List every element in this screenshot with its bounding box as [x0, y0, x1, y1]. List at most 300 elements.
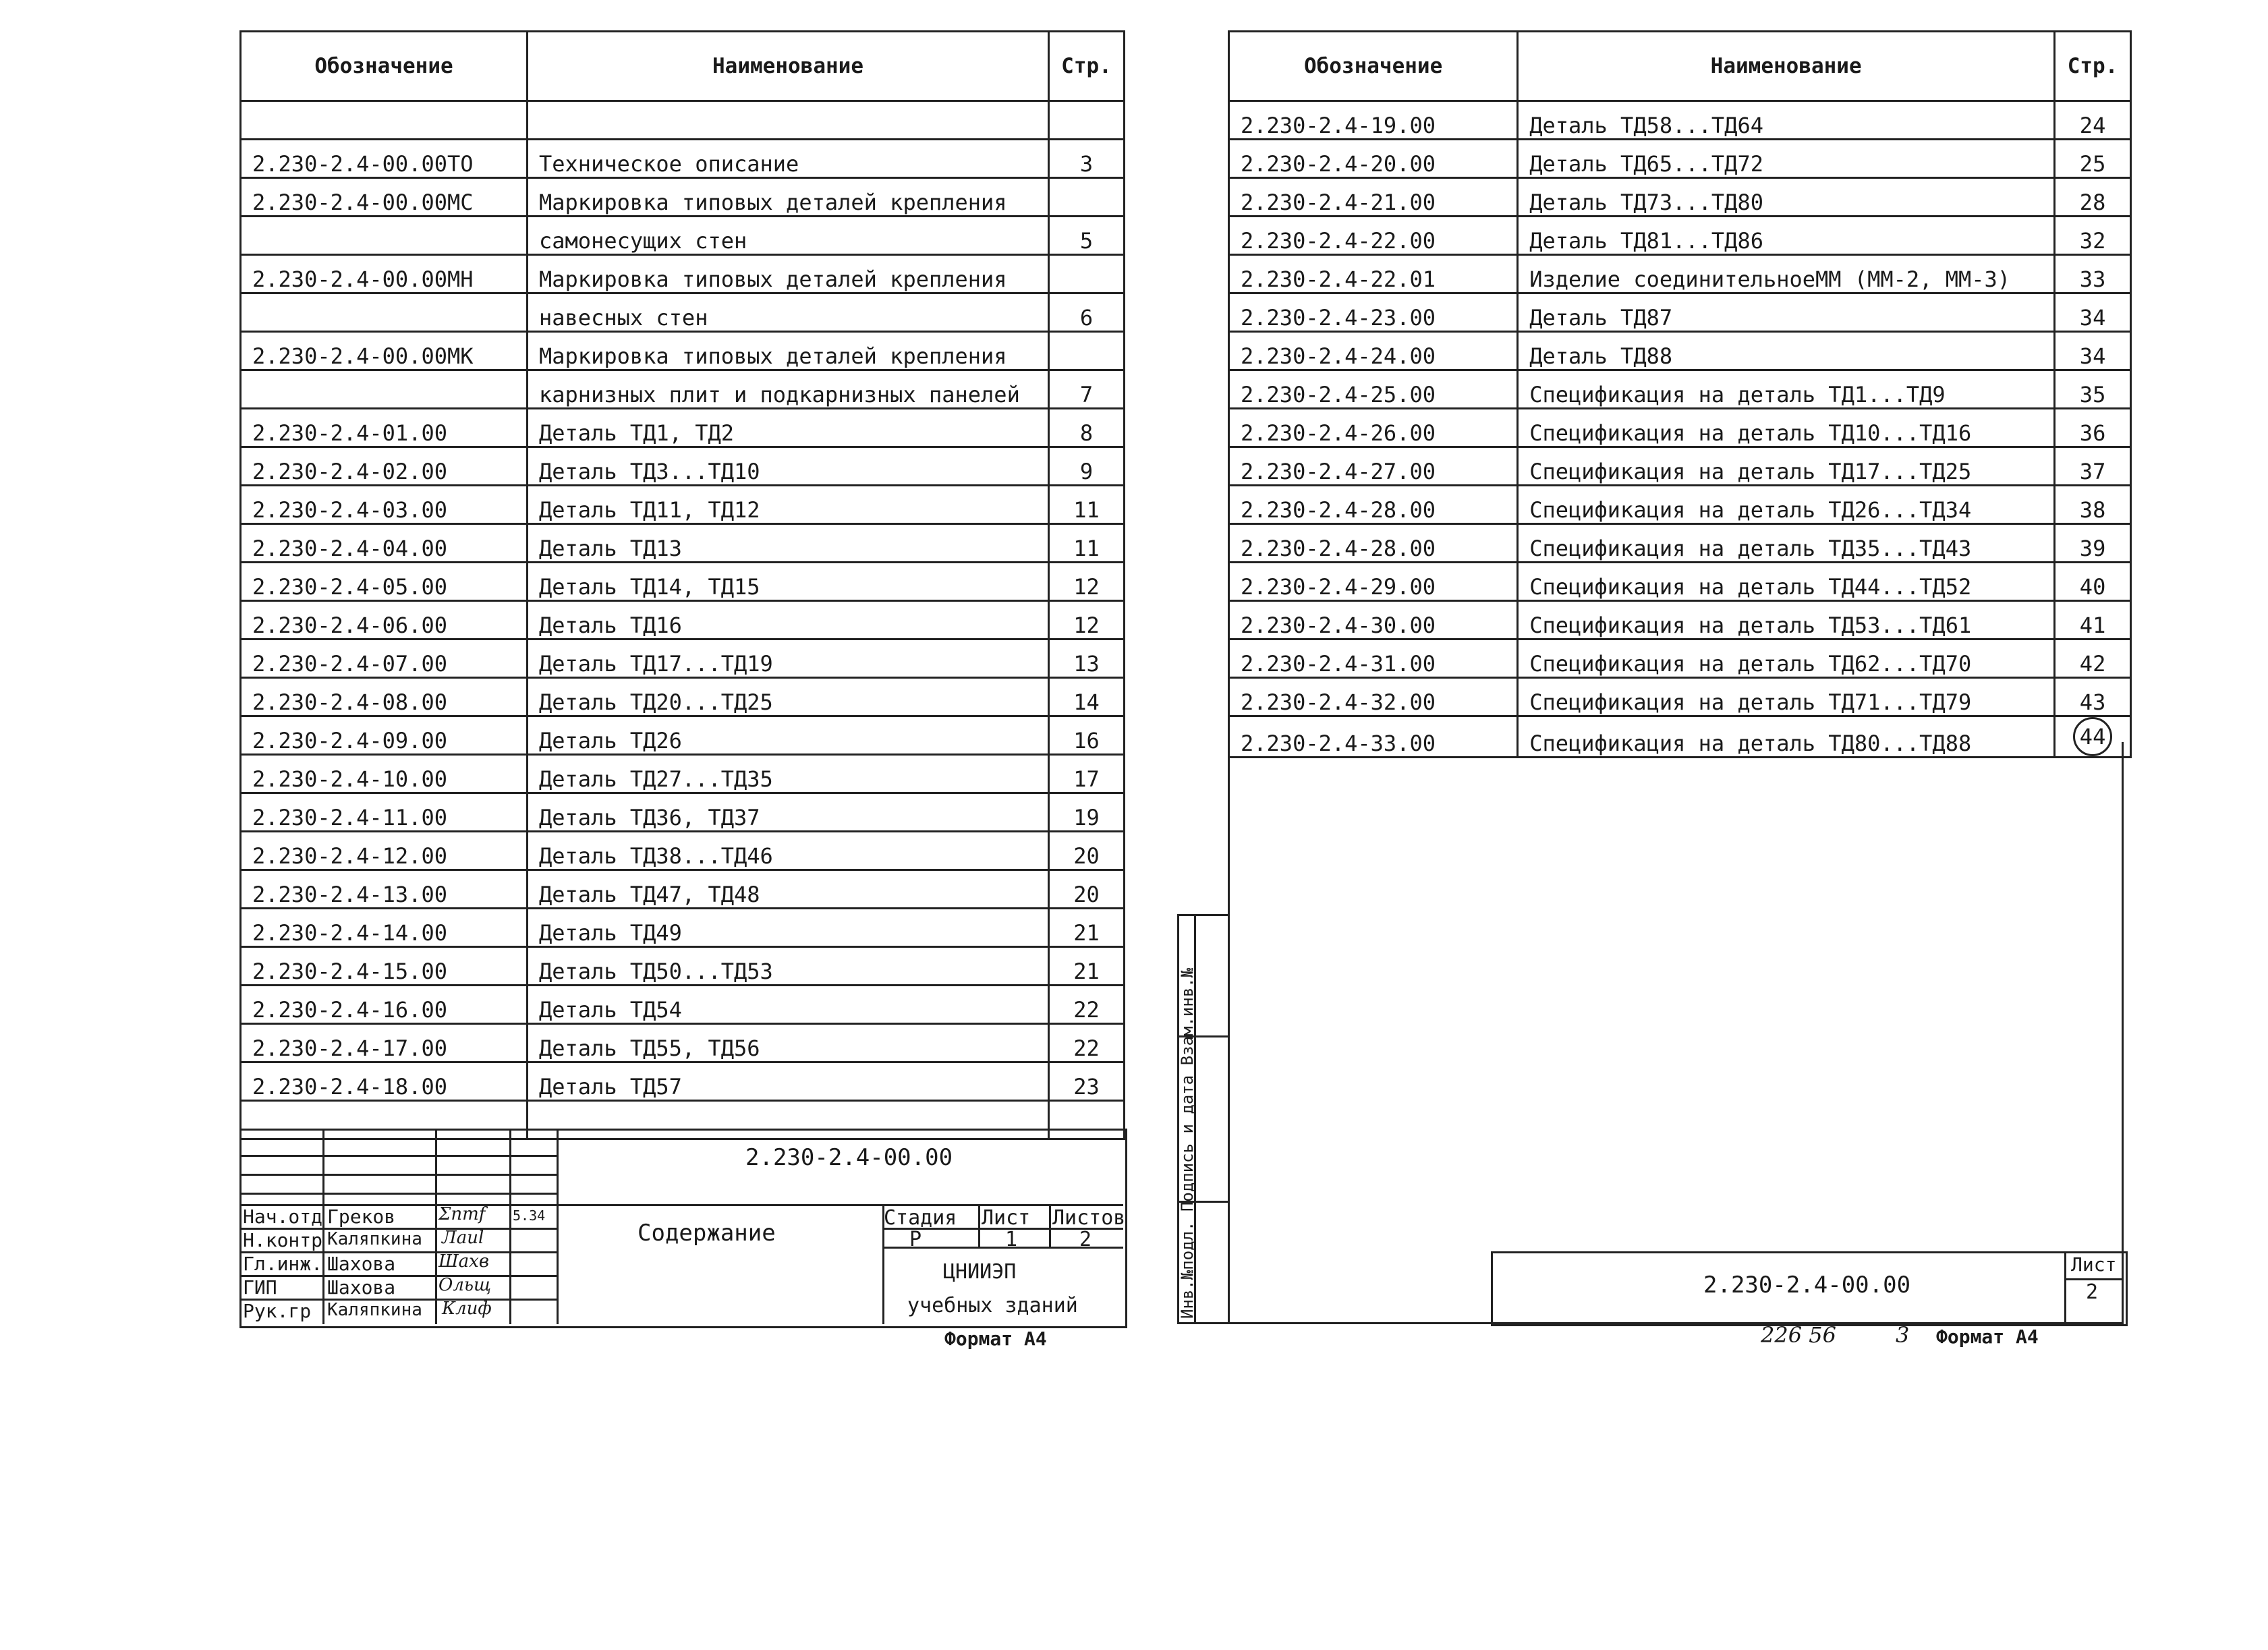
cell-text: Деталь ТД1, ТД2	[539, 420, 734, 446]
table-row	[241, 909, 1125, 947]
table-row	[241, 755, 1125, 793]
page-number: 42	[2079, 651, 2106, 677]
cell-text: 2.230-2.4-30.00	[1241, 613, 1436, 638]
cell-code	[241, 101, 528, 140]
page-number: 20	[1073, 843, 1100, 869]
people-role-3: Гл.инж.	[243, 1253, 323, 1275]
page-number: 17	[1073, 766, 1100, 792]
cell-name	[1518, 101, 2055, 140]
cell-code	[241, 255, 528, 293]
cell-name	[528, 986, 1049, 1024]
table-row	[241, 986, 1125, 1024]
cell-text: 2.230-2.4-01.00	[252, 420, 447, 446]
table-row	[1229, 639, 2131, 678]
left-doc-code: 2.230-2.4-00.00	[745, 1144, 953, 1171]
header-name: Наименование	[528, 32, 1049, 101]
cell-name	[528, 293, 1049, 332]
cell-text: Спецификация на деталь ТД62...ТД70	[1529, 651, 1972, 677]
cell-name	[528, 601, 1049, 639]
cell-code	[1229, 601, 1518, 639]
cell-page	[1049, 793, 1125, 832]
cell-code	[241, 447, 528, 486]
side-stamp: Инв.№подл. Подпись и дата Взам.инв.№	[1178, 967, 1197, 1319]
header-code: Обозначение	[241, 32, 528, 101]
table-row	[241, 217, 1125, 255]
table-row	[241, 947, 1125, 986]
page-number: 43	[2079, 689, 2106, 715]
cell-page	[1049, 255, 1125, 293]
cell-text: Деталь ТД65...ТД72	[1529, 151, 1763, 177]
cell-text: Деталь ТД47, ТД48	[539, 882, 760, 907]
stage-value: Р	[909, 1228, 922, 1251]
cell-text: Деталь ТД88	[1529, 343, 1673, 369]
cell-text: Спецификация на деталь ТД53...ТД61	[1529, 613, 1972, 638]
cell-text: самонесущих стен	[539, 228, 747, 254]
table-row	[241, 563, 1125, 601]
cell-code	[241, 716, 528, 755]
cell-code	[241, 293, 528, 332]
cell-text: Деталь ТД27...ТД35	[539, 766, 773, 792]
page-number: 40	[2079, 574, 2106, 600]
table-row	[1229, 255, 2131, 293]
cell-name	[528, 832, 1049, 870]
cell-name	[528, 639, 1049, 678]
table-row	[241, 140, 1125, 178]
cell-code	[1229, 447, 1518, 486]
cell-code	[241, 947, 528, 986]
cell-name	[528, 678, 1049, 716]
cell-code	[241, 601, 528, 639]
cell-name	[528, 524, 1049, 563]
cell-code	[241, 370, 528, 409]
cell-code	[241, 178, 528, 217]
page-number: 22	[1073, 1035, 1100, 1061]
page-number: 44	[2073, 717, 2112, 756]
people-name-3: Шахова	[327, 1253, 396, 1275]
cell-text: 2.230-2.4-03.00	[252, 497, 447, 523]
people-role-4: ГИП	[243, 1276, 277, 1299]
people-role-2: Н.контр	[243, 1229, 323, 1251]
cell-name	[528, 447, 1049, 486]
cell-name	[528, 370, 1049, 409]
table-row	[1229, 678, 2131, 716]
cell-code	[1229, 178, 1518, 217]
right-contents-table	[1228, 30, 2132, 758]
cell-page	[1049, 447, 1125, 486]
cell-text: 2.230-2.4-20.00	[1241, 151, 1436, 177]
cell-code	[1229, 101, 1518, 140]
cell-text: 2.230-2.4-21.00	[1241, 190, 1436, 215]
table-row	[241, 601, 1125, 639]
table-row	[241, 793, 1125, 832]
cell-name	[1518, 140, 2055, 178]
cell-text: 2.230-2.4-14.00	[252, 920, 447, 946]
cell-page	[2055, 447, 2131, 486]
cell-text: Деталь ТД26	[539, 728, 682, 753]
table-row	[1229, 370, 2131, 409]
cell-page	[2055, 217, 2131, 255]
sheets-label: Листов	[1052, 1206, 1126, 1230]
cell-page	[1049, 870, 1125, 909]
cell-name	[528, 332, 1049, 370]
table-row	[241, 293, 1125, 332]
cell-page	[1049, 716, 1125, 755]
cell-text: 2.230-2.4-29.00	[1241, 574, 1436, 600]
cell-page	[1049, 332, 1125, 370]
cell-name	[1518, 409, 2055, 447]
cell-text: Деталь ТД17...ТД19	[539, 651, 773, 677]
people-name-2: Каляпкина	[327, 1229, 422, 1249]
page-number: 37	[2079, 459, 2106, 484]
cell-name	[1518, 293, 2055, 332]
cell-page	[1049, 1024, 1125, 1062]
cell-name	[528, 101, 1049, 140]
header-page: Стр.	[1049, 32, 1125, 101]
table-row	[241, 255, 1125, 293]
cell-page	[2055, 140, 2131, 178]
cell-page	[1049, 563, 1125, 601]
cell-code	[1229, 639, 1518, 678]
cell-page	[1049, 986, 1125, 1024]
cell-text: Деталь ТД73...ТД80	[1529, 190, 1763, 215]
cell-code	[1229, 486, 1518, 524]
page-number: 35	[2079, 382, 2106, 407]
cell-text: Деталь ТД50...ТД53	[539, 959, 773, 984]
page-number: 16	[1073, 728, 1100, 753]
cell-code	[1229, 716, 1518, 758]
table-row	[241, 716, 1125, 755]
table-row	[241, 486, 1125, 524]
page-number: 19	[1073, 805, 1100, 830]
cell-name	[528, 755, 1049, 793]
cell-text: 2.230-2.4-06.00	[252, 613, 447, 638]
cell-text: Деталь ТД13	[539, 536, 682, 561]
cell-text: 2.230-2.4-28.00	[1241, 536, 1436, 561]
page-number: 28	[2079, 190, 2106, 215]
page-number: 5	[1079, 228, 1094, 254]
cell-text: Маркировка типовых деталей крепления	[539, 343, 1007, 369]
cell-text: 2.230-2.4-05.00	[252, 574, 447, 600]
cell-name	[528, 716, 1049, 755]
table-row	[241, 101, 1125, 140]
cell-page	[1049, 140, 1125, 178]
table-row	[241, 832, 1125, 870]
signature-1: Ʃnmf	[438, 1204, 486, 1224]
cell-text: 2.230-2.4-16.00	[252, 997, 447, 1023]
cell-code	[1229, 217, 1518, 255]
page-number: 41	[2079, 613, 2106, 638]
page-number: 8	[1079, 420, 1094, 446]
cell-code	[241, 140, 528, 178]
page-number: 23	[1073, 1074, 1100, 1100]
right-sheet-label: Лист	[2071, 1253, 2117, 1276]
page-number: 6	[1079, 305, 1094, 331]
cell-text: Спецификация на деталь ТД26...ТД34	[1529, 497, 1972, 523]
table-row	[1229, 217, 2131, 255]
cell-code	[1229, 524, 1518, 563]
people-name-5: Каляпкина	[327, 1300, 422, 1320]
table-row	[1229, 524, 2131, 563]
right-doc-code: 2.230-2.4-00.00	[1703, 1272, 1911, 1299]
cell-text: Спецификация на деталь ТД17...ТД25	[1529, 459, 1972, 484]
cell-name	[528, 1024, 1049, 1062]
cell-text: Деталь ТД38...ТД46	[539, 843, 773, 869]
cell-text: Маркировка типовых деталей крепления	[539, 266, 1007, 292]
table-row	[1229, 178, 2131, 217]
cell-code	[241, 755, 528, 793]
page-number: 25	[2079, 151, 2106, 177]
sheets-value: 2	[1079, 1228, 1092, 1251]
table-row	[241, 370, 1125, 409]
cell-code	[241, 909, 528, 947]
cell-name	[1518, 601, 2055, 639]
table-row	[241, 447, 1125, 486]
table-row	[1229, 140, 2131, 178]
table-row	[241, 639, 1125, 678]
cell-page	[1049, 832, 1125, 870]
cell-text: 2.230-2.4-31.00	[1241, 651, 1436, 677]
date-mark: 5.34	[513, 1207, 546, 1224]
cell-page	[2055, 716, 2131, 758]
table-row	[1229, 293, 2131, 332]
page-number: 13	[1073, 651, 1100, 677]
page-number: 39	[2079, 536, 2106, 561]
cell-text: Деталь ТД36, ТД37	[539, 805, 760, 830]
cell-name	[1518, 716, 2055, 758]
header-page: Стр.	[2055, 32, 2131, 101]
cell-page	[2055, 486, 2131, 524]
cell-code	[241, 870, 528, 909]
cell-text: Деталь ТД16	[539, 613, 682, 638]
cell-text: Деталь ТД55, ТД56	[539, 1035, 760, 1061]
cell-name	[528, 793, 1049, 832]
signature-4: Ольщ	[438, 1275, 492, 1295]
cell-page	[1049, 101, 1125, 140]
cell-text: 2.230-2.4-08.00	[252, 689, 447, 715]
header-name: Наименование	[1518, 32, 2055, 101]
cell-text: Деталь ТД87	[1529, 305, 1673, 331]
cell-text: 2.230-2.4-33.00	[1241, 731, 1436, 756]
cell-name	[528, 947, 1049, 986]
cell-page	[1049, 601, 1125, 639]
cell-text: Деталь ТД81...ТД86	[1529, 228, 1763, 254]
table-row	[241, 178, 1125, 217]
cell-text: 2.230-2.4-09.00	[252, 728, 447, 753]
cell-page	[1049, 947, 1125, 986]
page-number: 34	[2079, 343, 2106, 369]
cell-text: Изделие соединительноеММ (ММ-2, ММ-3)	[1529, 266, 2011, 292]
cell-code	[1229, 332, 1518, 370]
cell-code	[241, 986, 528, 1024]
cell-text: Спецификация на деталь ТД44...ТД52	[1529, 574, 1972, 600]
cell-name	[528, 255, 1049, 293]
cell-page	[2055, 524, 2131, 563]
cell-code	[241, 486, 528, 524]
cell-text: 2.230-2.4-28.00	[1241, 497, 1436, 523]
org-line-1: ЦНИИЭП	[943, 1260, 1017, 1284]
cell-code	[241, 1024, 528, 1062]
cell-code	[241, 409, 528, 447]
cell-name	[528, 486, 1049, 524]
stage-label: Стадия	[884, 1206, 957, 1230]
page-number: 12	[1073, 574, 1100, 600]
cell-name	[1518, 178, 2055, 217]
cell-text: Деталь ТД14, ТД15	[539, 574, 760, 600]
cell-code	[1229, 678, 1518, 716]
table-row	[241, 409, 1125, 447]
cell-page	[2055, 678, 2131, 716]
cell-name	[1518, 370, 2055, 409]
cell-text: Деталь ТД58...ТД64	[1529, 113, 1763, 138]
cell-text: 2.230-2.4-00.00ТО	[252, 151, 474, 177]
cell-text: 2.230-2.4-15.00	[252, 959, 447, 984]
cell-name	[528, 870, 1049, 909]
header-row	[241, 32, 1125, 101]
inventory-note: 226 56	[1761, 1322, 1836, 1348]
page-number: 12	[1073, 613, 1100, 638]
cell-text: 2.230-2.4-12.00	[252, 843, 447, 869]
cell-text: 2.230-2.4-04.00	[252, 536, 447, 561]
cell-code	[1229, 255, 1518, 293]
cell-text: 2.230-2.4-26.00	[1241, 420, 1436, 446]
page-number: 3	[1079, 151, 1094, 177]
cell-page	[2055, 409, 2131, 447]
page-number: 36	[2079, 420, 2106, 446]
cell-name	[1518, 447, 2055, 486]
cell-text: Спецификация на деталь ТД80...ТД88	[1529, 731, 1972, 756]
cell-page	[1049, 409, 1125, 447]
cell-text: карнизных плит и подкарнизных панелей	[539, 382, 1020, 407]
cell-page	[1049, 293, 1125, 332]
page-number: 14	[1073, 689, 1100, 715]
cell-text: 2.230-2.4-18.00	[252, 1074, 447, 1100]
people-name-1: Греков	[327, 1205, 396, 1228]
cell-page	[2055, 178, 2131, 217]
cell-name	[528, 217, 1049, 255]
cell-name	[1518, 639, 2055, 678]
cell-text: 2.230-2.4-32.00	[1241, 689, 1436, 715]
left-contents-table	[239, 30, 1125, 1140]
cell-code	[241, 639, 528, 678]
cell-page	[2055, 332, 2131, 370]
cell-page	[2055, 563, 2131, 601]
page-number: 22	[1073, 997, 1100, 1023]
table-row	[241, 870, 1125, 909]
cell-page	[1049, 217, 1125, 255]
cell-text: Деталь ТД54	[539, 997, 682, 1023]
cell-page	[2055, 639, 2131, 678]
cell-page	[1049, 909, 1125, 947]
cell-text: Деталь ТД20...ТД25	[539, 689, 773, 715]
cell-page	[1049, 755, 1125, 793]
people-role-1: Нач.отд	[243, 1205, 323, 1228]
cell-text: 2.230-2.4-23.00	[1241, 305, 1436, 331]
cell-page	[1049, 178, 1125, 217]
org-line-2: учебных зданий	[907, 1294, 1078, 1317]
cell-text: 2.230-2.4-00.00МК	[252, 343, 474, 369]
cell-code	[1229, 563, 1518, 601]
table-row	[1229, 486, 2131, 524]
signature-5: Клиф	[442, 1299, 492, 1319]
cell-text: 2.230-2.4-02.00	[252, 459, 447, 484]
page-number: 9	[1079, 459, 1094, 484]
table-row	[1229, 409, 2131, 447]
right-sheet	[1228, 30, 2132, 1326]
page-number: 24	[2079, 113, 2106, 138]
cell-name	[528, 178, 1049, 217]
table-row	[1229, 563, 2131, 601]
cell-text: 2.230-2.4-13.00	[252, 882, 447, 907]
right-sheet-value: 2	[2086, 1280, 2099, 1304]
cell-code	[241, 1062, 528, 1101]
left-format: Формат А4	[944, 1328, 1047, 1350]
cell-page	[2055, 601, 2131, 639]
right-format: Формат А4	[1936, 1326, 2039, 1348]
cell-name	[1518, 217, 2055, 255]
cell-text: Деталь ТД57	[539, 1074, 682, 1100]
cell-name	[1518, 524, 2055, 563]
page-number: 34	[2079, 305, 2106, 331]
cell-text: Спецификация на деталь ТД71...ТД79	[1529, 689, 1972, 715]
page-number: 38	[2079, 497, 2106, 523]
cell-name	[528, 1062, 1049, 1101]
signature-2: Лаul	[442, 1228, 484, 1248]
cell-text: 2.230-2.4-25.00	[1241, 382, 1436, 407]
cell-text: Маркировка типовых деталей крепления	[539, 190, 1007, 215]
page-number: 7	[1079, 382, 1094, 407]
page-number: 20	[1073, 882, 1100, 907]
table-row	[1229, 447, 2131, 486]
cell-page	[2055, 255, 2131, 293]
table-row	[1229, 101, 2131, 140]
cell-name	[528, 563, 1049, 601]
cell-text: Деталь ТД49	[539, 920, 682, 946]
cell-text: 2.230-2.4-00.00МС	[252, 190, 474, 215]
cell-code	[241, 563, 528, 601]
cell-name	[1518, 255, 2055, 293]
cell-text: 2.230-2.4-17.00	[252, 1035, 447, 1061]
people-name-4: Шахова	[327, 1276, 396, 1299]
page-number: 32	[2079, 228, 2106, 254]
sheet-label: Лист	[982, 1206, 1031, 1230]
cell-code	[1229, 409, 1518, 447]
cell-text: Спецификация на деталь ТД35...ТД43	[1529, 536, 1972, 561]
cell-page	[1049, 639, 1125, 678]
cell-text: 2.230-2.4-19.00	[1241, 113, 1436, 138]
table-row	[1229, 716, 2131, 758]
cell-text: 2.230-2.4-11.00	[252, 805, 447, 830]
cell-code	[1229, 370, 1518, 409]
page-number: 11	[1073, 497, 1100, 523]
cell-page	[1049, 678, 1125, 716]
page-mark: 3	[1896, 1322, 1910, 1348]
cell-text: 2.230-2.4-22.00	[1241, 228, 1436, 254]
cell-code	[241, 524, 528, 563]
page-number: 11	[1073, 536, 1100, 561]
cell-name	[1518, 678, 2055, 716]
cell-text: Деталь ТД3...ТД10	[539, 459, 760, 484]
cell-page	[1049, 486, 1125, 524]
cell-text: навесных стен	[539, 305, 708, 331]
cell-name	[528, 909, 1049, 947]
sheet-value: 1	[1005, 1228, 1018, 1251]
people-role-5: Рук.гр	[243, 1300, 312, 1322]
header-code: Обозначение	[1229, 32, 1518, 101]
cell-code	[241, 678, 528, 716]
cell-text: 2.230-2.4-27.00	[1241, 459, 1436, 484]
cell-code	[241, 217, 528, 255]
table-row	[1229, 601, 2131, 639]
